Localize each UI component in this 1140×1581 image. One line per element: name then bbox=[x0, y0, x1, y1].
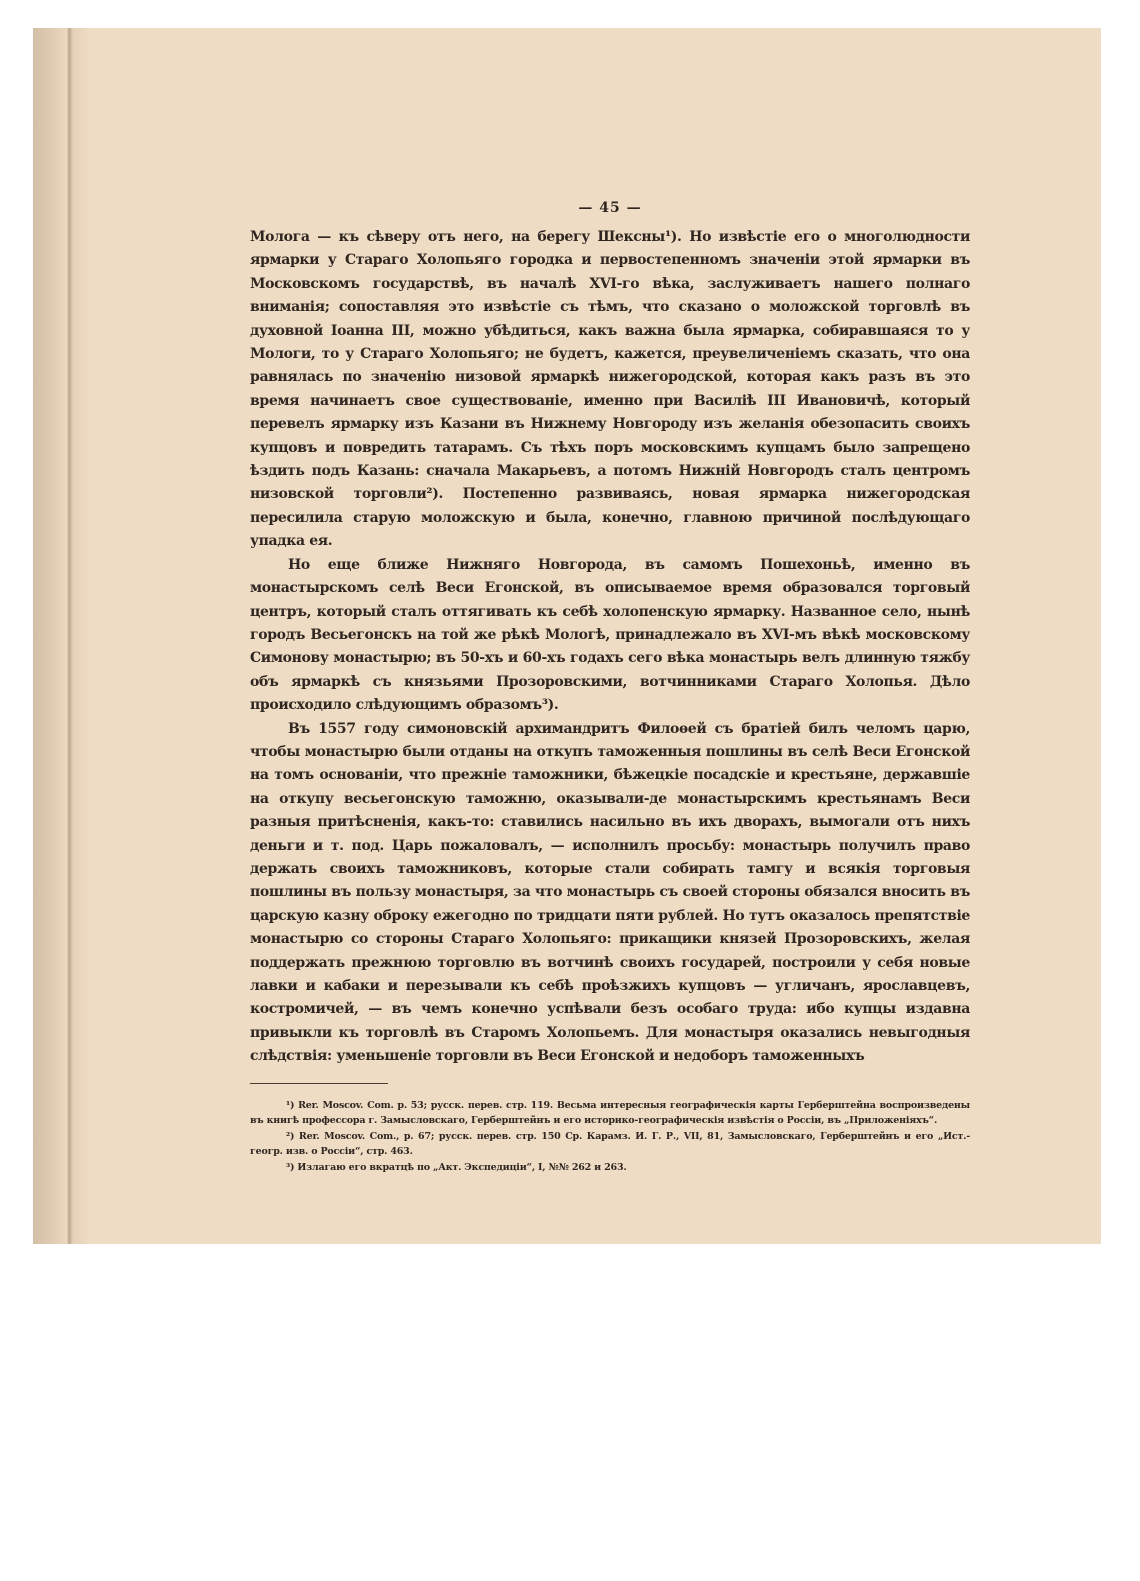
paragraph-1: Молога — къ сѣверу отъ него, на берегу Шексны¹). Но извѣстіе его о многолюдности ярмарки у Стараго Холопьяго городка и первостепенномъ значеніи этой ярмарки въ Московскомъ государствѣ, въ началѣ XVI-го вѣка, заслуживаетъ нашего полнаго вниманія; сопоставляя это извѣстіе съ тѣмъ, что сказано о моложской торговлѣ въ духовной Іоанна III, можно убѣдиться, какъ важна была ярмарка, собиравшаяся то у Мологи, то у Стараго Холопьяго; не будетъ, кажется, преувеличеніемъ сказать, что она равнялась по значенію низовой ярмаркѣ нижегородской, которая какъ разъ въ это время начинаетъ свое существованіе, именно при Василіѣ III Ивановичѣ, который перевелъ ярмарку изъ Казани въ Нижнему Новгороду изъ желанія обезопасить своихъ купцовъ и повредить татарамъ. Съ тѣхъ поръ московскимъ купцамъ было запрещено ѣздить подъ Казань: сначала Макарьевъ, а потомъ Нижній Новгородъ сталъ центромъ низовской торговли²). Постепенно развиваясь, новая ярмарка нижегородская пересилила старую моложскую и была, конечно, главною причиной послѣдующаго упадка ея. bbox=[250, 229, 970, 550]
footnote-divider bbox=[250, 1083, 388, 1084]
text-block bbox=[250, 200, 970, 1175]
scanned-page bbox=[33, 28, 1101, 1244]
paragraph-2: Но еще ближе Нижняго Новгорода, въ самомъ Пошехоньѣ, именно въ монастырскомъ селѣ Веси Егонской, въ описываемое время образовался торговый центръ, который сталъ оттягивать къ себѣ холопенскую ярмарку. Названное село, нынѣ городъ Весьегонскъ на той же рѣкѣ Мологѣ, принадлежало въ XVI-мъ вѣкѣ московскому Симонову монастырю; въ 50-хъ и 60-хъ годахъ сего вѣка монастырь велъ длинную тяжбу объ ярмаркѣ съ князьями Прозоровскими, вотчинниками Стараго Холопья. Дѣло происходило слѣдующимъ образомъ³). bbox=[250, 556, 970, 714]
paragraph-3: Въ 1557 году симоновскій архимандритъ Филоѳей съ братіей билъ челомъ царю, чтобы монастырю были отданы на откупъ таможенныя пошлины въ селѣ Веси Егонской на томъ основаніи, что прежніе таможники, бѣжецкіе посадскіе и крестьяне, державшіе на откупу весьегонскую таможню, оказывали-де монастырскимъ крестьянамъ Веси разныя притѣсненія, какъ-то: ставились насильно въ ихъ дворахъ, вымогали отъ нихъ деньги и т. под. Царь пожаловалъ, — исполнилъ просьбу: монастырь получилъ право держать своихъ таможниковъ, которые стали собирать тамгу и всякія торговыя пошлины въ пользу монастыря, за что монастырь съ своей стороны обязался вносить въ царскую казну оброку ежегодно по тридцати пяти рублей. Но тутъ оказалось препятствіе монастырю со стороны Стараго Холопьяго: прикащики князей Прозоровскихъ, желая поддержать прежнюю торговлю въ вотчинѣ своихъ государей, построили у себя новые лавки и кабаки и перезывали къ себѣ проѣзжихъ купцовъ — угличанъ, ярославцевъ, костромичей, — въ чемъ конечно успѣвали безъ особаго труда: ибо купцы издавна привыкли къ торговлѣ въ Старомъ Холопьемъ. Для монастыря оказались невыгодныя слѣдствія: уменьшеніе торговли въ Веси Егонской и недоборъ таможенныхъ bbox=[250, 720, 970, 1065]
footnote-2: ²) Rer. Moscov. Com., p. 67; русск. перев. стр. 150 Ср. Карамз. И. Г. Р., VII, 81, Замысловскаго, Герберштейнъ и его „Ист.-геогр. изв. о Россіи“, стр. 463. bbox=[250, 1130, 970, 1158]
body-text bbox=[250, 226, 970, 1069]
footnotes bbox=[250, 1098, 970, 1176]
book-binding-edge bbox=[33, 28, 91, 1244]
footnote-3: ³) Излагаю его вкратцѣ по „Акт. Экспедиціи“, I, №№ 262 и 263. bbox=[286, 1161, 627, 1173]
footnote-1: ¹) Rer. Moscov. Com. p. 53; русск. перев. стр. 119. Весьма интересныя географическія карты Герберштейна воспроизведены въ книгѣ профессора г. Замысловскаго, Герберштейнъ и его историко-географическія извѣстія о Россіи, въ „Приложеніяхъ“. bbox=[250, 1099, 970, 1127]
page-number: — 45 — bbox=[578, 200, 642, 216]
